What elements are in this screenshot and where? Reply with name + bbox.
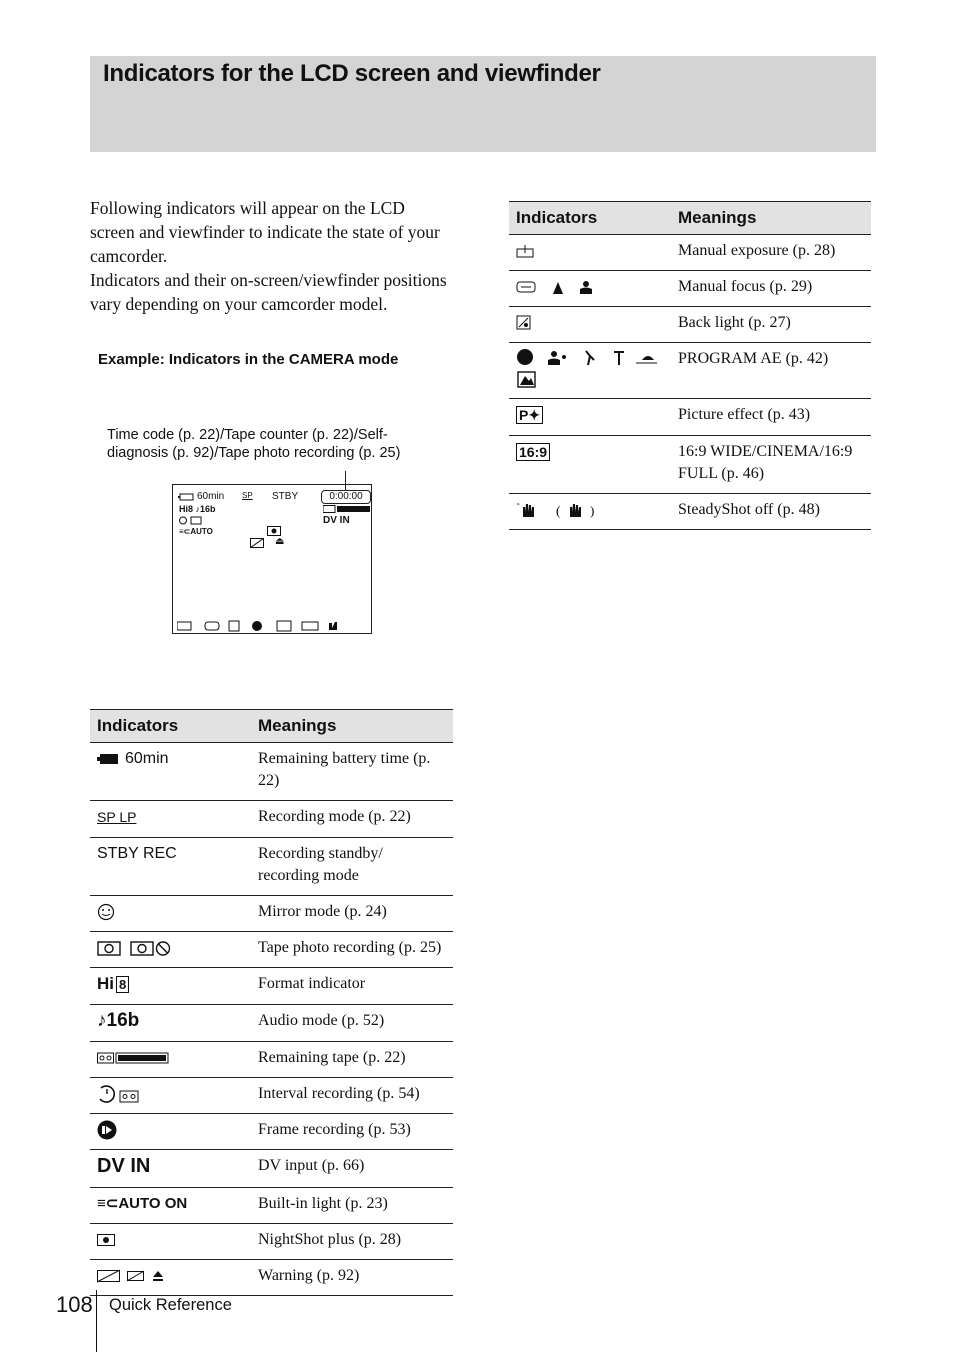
tape-photo-icon [97,939,171,957]
indicators-table-right [509,201,871,530]
row-meaning: SteadyShot off (p. 48) [671,494,871,530]
interval-recording-icon [179,516,203,525]
stby-text: STBY [272,491,299,502]
table-row [90,1224,453,1260]
format-indicator-icon: Hi8 ♪16b [179,504,216,514]
table-row [509,399,871,436]
row-meaning: Warning (p. 92) [251,1260,453,1296]
warning-icons [97,1269,167,1283]
wide-mode-icon: 16:9 [516,443,550,461]
built-in-light-icon: ≡⊂AUTO ON [97,1195,188,1212]
row-meaning: Mirror mode (p. 24) [251,896,453,932]
steadyshot-off-icon [516,501,596,519]
rec-mode-icon: SP [242,491,253,500]
row-meaning: Audio mode (p. 52) [251,1005,453,1042]
table-row [509,436,871,494]
table-row [90,1260,453,1296]
table-row [90,932,453,968]
battery-indicator-text: 60min [125,750,169,767]
audio-mode-icon: ♪16b [97,1010,140,1031]
row-meaning: Remaining battery time (p. 22) [251,743,453,801]
page-title: Indicators for the LCD screen and viewfinder [103,60,601,87]
row-meaning: 16:9 WIDE/CINEMA/16:9 FULL (p. 46) [671,436,871,494]
row-meaning: Manual focus (p. 29) [671,271,871,307]
lcd-screen-example [172,484,372,634]
row-meaning: PROGRAM AE (p. 42) [671,343,871,399]
footer-divider [96,1290,97,1352]
table-row [90,1042,453,1078]
table-row [90,1150,453,1188]
row-meaning: Manual exposure (p. 28) [671,235,871,271]
picture-effect-icon: P✦ [516,406,543,424]
eject-warning-icon: ⏏ [275,536,285,547]
table-row [90,838,453,896]
table-row [90,1005,453,1042]
row-meaning: Built-in light (p. 23) [251,1188,453,1224]
nightshot-icon [267,526,281,536]
frame-recording-icon [97,1120,117,1140]
manual-exposure-icon [516,244,534,258]
back-light-icon [516,315,532,331]
header-indicators: Indicators [90,710,251,743]
table-row [509,235,871,271]
manual-focus-icon [516,278,606,296]
remaining-tape-icon [323,505,371,513]
svg-text:“: “ [517,501,520,511]
row-meaning: Recording mode (p. 22) [251,801,453,838]
header-indicators: Indicators [509,202,671,235]
row-meaning: NightShot plus (p. 28) [251,1224,453,1260]
table-row [509,271,871,307]
page-number: 108 [56,1292,93,1317]
table-row [90,1114,453,1150]
table-row [90,1188,453,1224]
dv-in-indicator: DV IN [323,515,350,526]
battery-icon [178,493,194,501]
mirror-mode-icon [97,903,115,921]
table-row [90,896,453,932]
interval-recording-icon [97,1084,139,1104]
remaining-tape-icon [97,1052,169,1064]
table-row [509,307,871,343]
header-meanings: Meanings [251,710,453,743]
timecode: 0:00:00 [321,490,371,504]
callout-text: Time code (p. 22)/Tape counter (p. 22)/Self-diagnosis (p. 92)/Tape photo recording (p. 25) [107,427,401,461]
table-row [90,968,453,1005]
intro-paragraph-1: Following indicators will appear on the LCD screen and viewfinder to indicate the state of your camcorder. [90,198,440,266]
bottom-indicator-row [177,620,367,632]
row-meaning: Format indicator [251,968,453,1005]
table-row [509,343,871,399]
row-meaning: Recording standby/ recording mode [251,838,453,896]
row-meaning: Frame recording (p. 53) [251,1114,453,1150]
warning-tape-icon [250,538,264,548]
row-meaning: Interval recording (p. 54) [251,1078,453,1114]
table-row [90,743,453,801]
program-ae-icons [516,348,658,390]
example-label: Example: Indicators in the CAMERA mode [98,351,399,368]
row-meaning: Remaining tape (p. 22) [251,1042,453,1078]
table-row [509,494,871,530]
dv-input-icon: DV IN [97,1155,151,1177]
built-in-light-modes: AUTO ON [118,1195,188,1212]
svg-text:): ) [590,502,595,518]
indicators-table-left [90,709,453,1296]
built-in-light-icon: ≡⊂AUTO [179,527,213,536]
title-banner [90,56,876,152]
footer-section: Quick Reference [109,1296,232,1314]
hi8-format-icon: Hi 8 [97,974,129,993]
recording-mode-icon: SP LP [97,809,137,825]
battery-time: 60min [197,491,225,502]
header-meanings: Meanings [671,202,871,235]
nightshot-icon [97,1234,115,1246]
row-meaning: Tape photo recording (p. 25) [251,932,453,968]
row-meaning: Back light (p. 27) [671,307,871,343]
table-row [90,801,453,838]
stby-rec-indicator: STBY REC [97,845,177,862]
intro-paragraph-2: Indicators and their on-screen/viewfinder positions vary depending on your camcorder model. [90,270,447,314]
intro-text [90,196,450,316]
svg-text:(: ( [556,502,561,518]
table-row [90,1078,453,1114]
battery-icon [97,753,119,765]
row-meaning: Picture effect (p. 43) [671,399,871,436]
row-meaning: DV input (p. 66) [251,1150,453,1188]
